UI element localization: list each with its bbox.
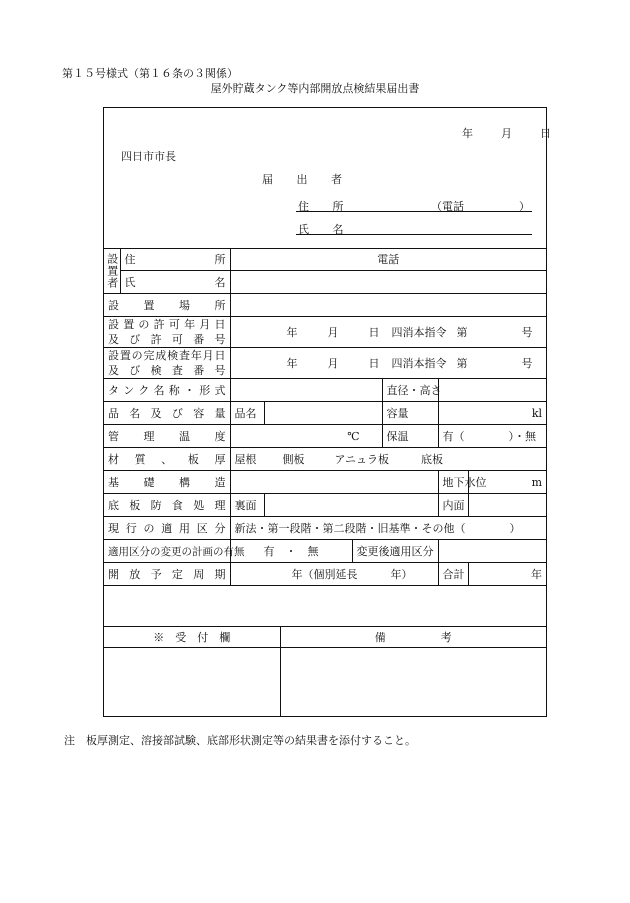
installer-name-label: 氏 名 [120, 271, 230, 294]
notifier-tel-close: ） [519, 200, 530, 213]
groundwater-label: 地下水位 [438, 471, 468, 494]
completion-label-line2: 及び検査番号 [108, 364, 226, 377]
installer-vertical-label: 設置者 [104, 248, 120, 294]
permit-directive: 四消本指令 [391, 326, 447, 339]
inspection-cycle-field[interactable]: 年（個別延長 年） [230, 563, 438, 586]
class-change-label: 適用区分の変更の計画の有無 [104, 540, 230, 563]
notifier-label: 届 出 者 [262, 173, 352, 186]
anticorrosion-label: 底板防食処理 [104, 494, 230, 517]
phone-label: 電話 [377, 253, 400, 266]
installer-address-field[interactable] [230, 248, 546, 271]
product-capacity-label: 品名及び容量 [104, 402, 230, 425]
permit-gou: 号 [521, 326, 533, 339]
remarks-header: 備 考 [280, 627, 546, 648]
completion-directive: 四消本指令 [391, 357, 447, 370]
post-change-class-label: 変更後適用区分 [352, 540, 438, 563]
date-day[interactable]: 日 [540, 127, 551, 140]
completion-field[interactable] [230, 348, 546, 379]
foundation-field[interactable] [230, 471, 438, 494]
inner-side-field[interactable] [468, 494, 546, 517]
annular-label: アニュラ板 [334, 453, 389, 466]
foundation-label: 基礎構造 [104, 471, 230, 494]
remarks-field[interactable] [280, 648, 546, 717]
reception-field [104, 648, 280, 717]
recipient: 四日市市長 [121, 150, 176, 163]
back-side-field[interactable] [264, 494, 438, 517]
notifier-name-label: 氏 名 [298, 223, 354, 236]
permit-label [104, 317, 230, 348]
meter-unit: m [531, 475, 543, 489]
permit-field[interactable] [230, 317, 546, 348]
post-change-class-field[interactable] [438, 540, 546, 563]
date-line [462, 125, 551, 141]
notifier-tel-open: （電話 [431, 200, 464, 213]
insulation-field[interactable]: 有（ ）・無 [438, 425, 546, 448]
notifier-address-field[interactable] [296, 198, 532, 212]
kl-unit: kl [531, 406, 543, 420]
footnote: 注 板厚測定、溶接部試験、底部形状測定等の結果書を添付すること。 [64, 734, 416, 747]
side-label: 側板 [282, 453, 305, 466]
form-title: 屋外貯蔵タンク等内部開放点検結果届出書 [210, 82, 420, 95]
total-field[interactable] [468, 563, 546, 586]
installer-name-field[interactable] [230, 271, 546, 294]
inspection-cycle-label: 開放予定周期 [104, 563, 230, 586]
completion-day: 日 [368, 357, 380, 370]
location-field[interactable] [230, 294, 546, 317]
diameter-height-field[interactable] [438, 379, 546, 402]
completion-label [104, 348, 230, 379]
notifier-name-field[interactable] [296, 221, 532, 235]
bottom-label: 底板 [420, 453, 443, 466]
material-thickness-field[interactable] [230, 448, 546, 471]
roof-label: 屋根 [234, 453, 257, 466]
permit-day: 日 [368, 326, 380, 339]
inner-side-label: 内面 [438, 494, 468, 517]
celsius-unit: ℃ [347, 429, 360, 443]
permit-month: 月 [327, 326, 339, 339]
installer-address-label: 住 所 [120, 248, 230, 271]
permit-dai: 第 [456, 326, 468, 339]
permit-year: 年 [286, 326, 298, 339]
hinmei-field[interactable] [264, 402, 382, 425]
capacity-label: 容量 [382, 402, 438, 425]
completion-year: 年 [286, 357, 298, 370]
current-class-label: 現行の適用区分 [104, 517, 230, 540]
insulation-label: 保温 [382, 425, 438, 448]
permit-label-line1: 設置の許可年月日 [108, 318, 226, 331]
class-change-field[interactable]: 有 ・ 無 [230, 540, 352, 563]
mgmt-temp-field[interactable] [230, 425, 382, 448]
material-thickness-label: 材質、板厚 [104, 448, 230, 471]
reception-header: ※ 受 付 欄 [104, 627, 280, 648]
completion-month: 月 [327, 357, 339, 370]
capacity-field[interactable] [438, 402, 546, 425]
permit-label-line2: 及び許可番号 [108, 333, 226, 346]
completion-dai: 第 [456, 357, 468, 370]
back-side-label: 裏面 [230, 494, 264, 517]
form-frame [103, 107, 551, 717]
tank-name-label: タンク名称・形式 [104, 379, 230, 402]
hinmei-label: 品名 [230, 402, 264, 425]
mgmt-temp-label: 管理温度 [104, 425, 230, 448]
completion-gou: 号 [521, 357, 533, 370]
form-header [104, 108, 551, 249]
diameter-height-label: 直径・高さ [382, 379, 438, 402]
date-year[interactable]: 年 [462, 127, 473, 140]
location-label: 設置場所 [104, 294, 230, 317]
date-month[interactable]: 月 [501, 127, 512, 140]
tank-name-field[interactable] [230, 379, 382, 402]
bottom-table [104, 626, 546, 716]
total-label: 合計 [438, 563, 468, 586]
current-class-field[interactable]: 新法・第一段階・第二段階・旧基準・その他（ ） [230, 517, 546, 540]
total-year-unit: 年 [531, 568, 543, 581]
form-number: 第１５号様式（第１６条の３関係） [62, 67, 238, 80]
completion-label-line1: 設置の完成検査年月日 [108, 349, 226, 362]
notifier-address-label: 住 所 [298, 200, 354, 213]
form-table [104, 248, 546, 586]
